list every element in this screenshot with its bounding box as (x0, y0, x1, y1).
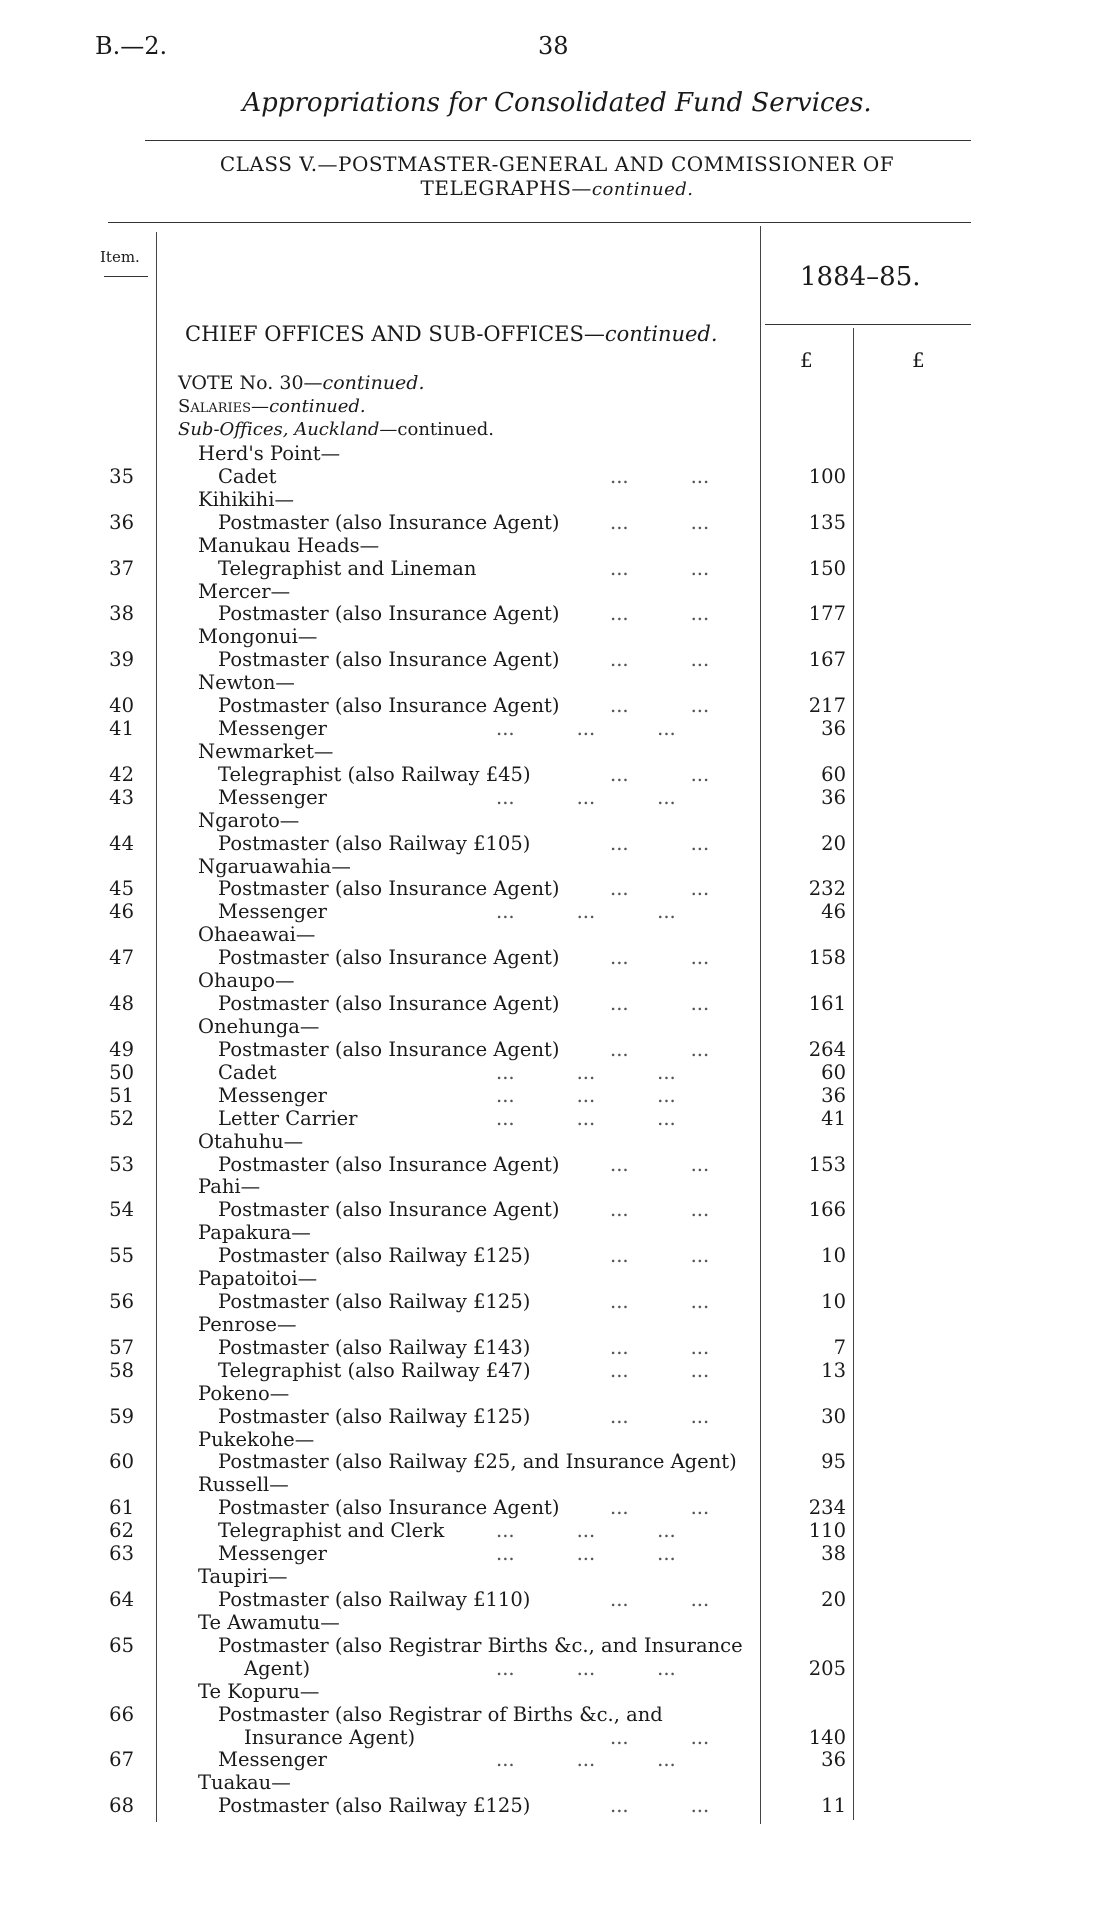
item-number: 60 (109, 1450, 134, 1474)
position-description: Messenger (218, 1083, 327, 1107)
table-row (0, 465, 1114, 489)
item-number: 49 (109, 1037, 134, 1061)
amount-value: 11 (821, 1794, 846, 1818)
amount-value: 41 (821, 1106, 846, 1130)
item-number: 50 (109, 1060, 134, 1084)
amount-value: 20 (821, 1588, 846, 1611)
leader-dots: ... ... (610, 1335, 710, 1359)
place-heading-row (0, 969, 1114, 993)
suboffices-heading: Sub-Offices, Auckland—continued. (178, 419, 494, 440)
item-number: 43 (109, 785, 134, 809)
leader-dots: ... ... (610, 1244, 710, 1268)
place-heading-row (0, 1611, 1114, 1635)
item-number: 57 (109, 1335, 134, 1359)
position-description: Agent) (244, 1656, 311, 1680)
section-title: CHIEF OFFICES AND SUB-OFFICES—continued. (185, 322, 718, 346)
amount-value: 177 (808, 602, 846, 626)
page-title: Appropriations for Consolidated Fund Services. (242, 88, 872, 118)
currency-symbol-1: £ (800, 348, 813, 372)
leader-dots: ... ... ... (496, 785, 676, 809)
position-description: Postmaster (also Insurance Agent) (218, 510, 560, 534)
place-heading-row (0, 534, 1114, 558)
place-name: Te Kopuru— (198, 1679, 320, 1703)
place-name: Pahi— (198, 1175, 261, 1199)
item-number: 53 (109, 1152, 134, 1176)
table-row (0, 992, 1114, 1016)
leader-dots: ... ... (610, 510, 710, 534)
table-row (0, 511, 1114, 535)
item-number: 41 (109, 717, 134, 741)
class-heading-line1: CLASS V.—POSTMASTER-GENERAL AND COMMISSIONER OF (219, 152, 895, 176)
position-description: Postmaster (also Insurance Agent) (218, 694, 560, 718)
table-row (0, 1634, 1114, 1658)
position-description: Postmaster (also Railway £125) (218, 1794, 531, 1818)
leader-dots: ... ... (610, 992, 710, 1016)
position-description: Postmaster (also Insurance Agent) (218, 877, 560, 901)
leader-dots: ... ... ... (496, 717, 676, 741)
amount-value: 30 (821, 1404, 846, 1428)
amount-value: 7 (833, 1335, 846, 1359)
place-heading-row (0, 1313, 1114, 1337)
leader-dots: ... ... (610, 1496, 710, 1520)
amount-value: 167 (808, 648, 846, 672)
place-name: Taupiri— (198, 1565, 288, 1589)
item-number: 63 (109, 1542, 134, 1566)
position-description: Telegraphist (also Railway £45) (218, 762, 531, 786)
amount-value: 36 (821, 717, 846, 741)
item-number: 45 (109, 877, 134, 901)
amount-value: 10 (821, 1244, 846, 1268)
leader-dots: ... ... ... (496, 1519, 676, 1543)
position-description: Messenger (218, 717, 327, 741)
amount-value: 232 (808, 877, 846, 901)
amount-value: 38 (821, 1542, 846, 1566)
item-number: 64 (109, 1588, 134, 1611)
amount-value: 264 (808, 1037, 846, 1061)
position-description: Postmaster (also Insurance Agent) (218, 648, 560, 672)
place-heading-row (0, 1473, 1114, 1497)
leader-dots: ... ... ... (496, 1106, 676, 1130)
table-row (0, 946, 1114, 970)
place-heading-row (0, 488, 1114, 512)
table-row (0, 1405, 1114, 1429)
position-description: Postmaster (also Insurance Agent) (218, 1496, 560, 1520)
amount-value: 100 (808, 464, 846, 488)
item-number: 38 (109, 602, 134, 626)
item-number: 46 (109, 900, 134, 924)
leader-dots: ... ... (610, 1152, 710, 1176)
place-name: Ohaupo— (198, 969, 295, 993)
position-description: Postmaster (also Insurance Agent) (218, 602, 560, 626)
position-description: Postmaster (also Railway £110) (218, 1588, 531, 1611)
place-name: Papatoitoi— (198, 1267, 318, 1291)
leader-dots: ... ... (610, 831, 710, 855)
table-row (0, 877, 1114, 901)
table-row (0, 602, 1114, 626)
amount-value: 60 (821, 1060, 846, 1084)
place-name: Ngaruawahia— (198, 854, 351, 878)
place-name: Newmarket— (198, 739, 334, 763)
table-row (0, 648, 1114, 672)
place-name: Mongonui— (198, 625, 318, 649)
item-number: 54 (109, 1198, 134, 1222)
table-row (0, 694, 1114, 718)
amount-value: 46 (821, 900, 846, 924)
item-number: 68 (109, 1794, 134, 1818)
table-row (0, 1657, 1114, 1681)
position-description: Postmaster (also Registrar of Births &c., and (218, 1702, 663, 1726)
leader-dots: ... ... ... (496, 900, 676, 924)
item-number: 42 (109, 762, 134, 786)
leader-dots: ... ... ... (496, 1542, 676, 1566)
leader-dots: ... ... (610, 877, 710, 901)
position-description: Postmaster (also Insurance Agent) (218, 1037, 560, 1061)
place-name: Kihikihi— (198, 487, 294, 511)
table-row (0, 900, 1114, 924)
table-row (0, 557, 1114, 581)
position-description: Postmaster (also Insurance Agent) (218, 946, 560, 970)
place-name: Ngaroto— (198, 808, 300, 832)
position-description: Postmaster (also Railway £125) (218, 1404, 531, 1428)
place-heading-row (0, 1221, 1114, 1245)
amount-value: 36 (821, 785, 846, 809)
place-heading-row (0, 625, 1114, 649)
table-row (0, 1244, 1114, 1268)
position-description: Postmaster (also Railway £25, and Insurance Agent) (218, 1450, 737, 1474)
item-number: 37 (109, 556, 134, 580)
place-heading-row (0, 671, 1114, 695)
class-heading-line2: TELEGRAPHS—continued. (420, 176, 694, 200)
table-row (0, 832, 1114, 856)
year-underline (765, 324, 971, 325)
leader-dots: ... ... ... (496, 1748, 676, 1772)
table-row (0, 1336, 1114, 1360)
amount-value: 60 (821, 762, 846, 786)
item-number: 52 (109, 1106, 134, 1130)
amount-value: 135 (808, 510, 846, 534)
salaries-heading: Salaries—continued. (178, 396, 366, 417)
leader-dots: ... ... (610, 464, 710, 488)
item-number: 58 (109, 1358, 134, 1382)
item-number: 66 (109, 1702, 134, 1726)
position-description: Postmaster (also Railway £105) (218, 831, 531, 855)
leader-dots: ... ... (610, 648, 710, 672)
place-heading-row (0, 740, 1114, 764)
leader-dots: ... ... (610, 1725, 710, 1749)
place-name: Otahuhu— (198, 1129, 304, 1153)
amount-value: 10 (821, 1290, 846, 1314)
amount-value: 153 (808, 1152, 846, 1176)
table-row (0, 1084, 1114, 1108)
table-row (0, 1038, 1114, 1062)
currency-symbol-2: £ (912, 348, 925, 372)
table-row (0, 1450, 1114, 1474)
table-row (0, 1290, 1114, 1314)
place-heading-row (0, 1771, 1114, 1795)
place-heading-row (0, 1428, 1114, 1452)
amount-value: 140 (808, 1725, 846, 1749)
place-name: Penrose— (198, 1312, 297, 1336)
amount-value: 150 (808, 556, 846, 580)
item-number: 62 (109, 1519, 134, 1543)
place-name: Pukekohe— (198, 1427, 315, 1451)
place-name: Papakura— (198, 1221, 311, 1245)
leader-dots: ... ... (610, 1404, 710, 1428)
item-number: 56 (109, 1290, 134, 1314)
leader-dots: ... ... (610, 1037, 710, 1061)
position-description: Cadet (218, 1060, 277, 1084)
place-name: Russell— (198, 1473, 289, 1497)
amount-value: 161 (808, 992, 846, 1016)
position-description: Messenger (218, 1748, 327, 1772)
document-reference: B.—2. (95, 32, 168, 60)
leader-dots: ... ... (610, 1290, 710, 1314)
year-column-header: 1884–85. (800, 262, 921, 292)
place-heading-row (0, 1565, 1114, 1589)
leader-dots: ... ... (610, 556, 710, 580)
place-heading-row (0, 809, 1114, 833)
page-number: 38 (538, 32, 569, 60)
item-number: 39 (109, 648, 134, 672)
item-number: 40 (109, 694, 134, 718)
position-description: Messenger (218, 1542, 327, 1566)
amount-value: 36 (821, 1748, 846, 1772)
leader-dots: ... ... ... (496, 1083, 676, 1107)
table-row (0, 763, 1114, 787)
place-heading-row (0, 855, 1114, 879)
position-description: Postmaster (also Insurance Agent) (218, 1152, 560, 1176)
item-number: 36 (109, 510, 134, 534)
table-row (0, 1061, 1114, 1085)
item-number: 67 (109, 1748, 134, 1772)
item-number: 48 (109, 992, 134, 1016)
place-heading-row (0, 442, 1114, 466)
place-name: Mercer— (198, 579, 291, 603)
table-row (0, 1748, 1114, 1772)
item-number: 35 (109, 464, 134, 488)
place-heading-row (0, 1015, 1114, 1039)
leader-dots: ... ... (610, 694, 710, 718)
table-row (0, 1519, 1114, 1543)
table-row (0, 1153, 1114, 1177)
amount-value: 110 (808, 1519, 846, 1543)
amount-value: 166 (808, 1198, 846, 1222)
position-description: Postmaster (also Railway £125) (218, 1290, 531, 1314)
place-name: Manukau Heads— (198, 533, 380, 557)
table-row (0, 1107, 1114, 1131)
place-name: Te Awamutu— (198, 1610, 340, 1634)
position-description: Cadet (218, 464, 277, 488)
table-row (0, 786, 1114, 810)
item-number: 65 (109, 1633, 134, 1657)
item-number: 47 (109, 946, 134, 970)
table-row (0, 1703, 1114, 1727)
leader-dots: ... ... ... (496, 1060, 676, 1084)
table-top-rule (108, 222, 971, 223)
position-description: Postmaster (also Railway £125) (218, 1244, 531, 1268)
amount-value: 158 (808, 946, 846, 970)
item-number: 51 (109, 1083, 134, 1107)
vote-heading: VOTE No. 30—continued. (178, 372, 425, 394)
item-number: 61 (109, 1496, 134, 1520)
amount-value: 13 (821, 1358, 846, 1382)
position-description: Messenger (218, 785, 327, 809)
leader-dots: ... ... ... (496, 1656, 676, 1680)
amount-value: 36 (821, 1083, 846, 1107)
amount-value: 217 (808, 694, 846, 718)
position-description: Postmaster (also Insurance Agent) (218, 992, 560, 1016)
table-row (0, 1359, 1114, 1383)
place-name: Newton— (198, 671, 295, 695)
table-row (0, 1726, 1114, 1750)
place-name: Ohaeawai— (198, 923, 316, 947)
amount-value: 95 (821, 1450, 846, 1474)
table-row (0, 717, 1114, 741)
place-name: Onehunga— (198, 1015, 320, 1038)
table-row (0, 1496, 1114, 1520)
table-row (0, 1542, 1114, 1566)
place-heading-row (0, 1267, 1114, 1291)
place-heading-row (0, 580, 1114, 604)
leader-dots: ... ... (610, 762, 710, 786)
position-description: Telegraphist (also Railway £47) (218, 1358, 531, 1382)
position-description: Insurance Agent) (244, 1725, 416, 1749)
leader-dots: ... ... (610, 1794, 710, 1818)
item-column-header: Item. (100, 248, 140, 266)
item-header-underline (104, 276, 148, 277)
leader-dots: ... ... (610, 946, 710, 970)
position-description: Telegraphist and Clerk (218, 1519, 445, 1543)
title-rule (145, 140, 971, 141)
position-description: Messenger (218, 900, 327, 924)
table-row (0, 1794, 1114, 1818)
position-description: Letter Carrier (218, 1106, 358, 1130)
position-description: Postmaster (also Registrar Births &c., and Insurance (218, 1633, 743, 1657)
amount-value: 20 (821, 831, 846, 855)
amount-value: 234 (808, 1496, 846, 1520)
position-description: Postmaster (also Insurance Agent) (218, 1198, 560, 1222)
leader-dots: ... ... (610, 1358, 710, 1382)
place-heading-row (0, 923, 1114, 947)
place-heading-row (0, 1130, 1114, 1154)
place-name: Pokeno— (198, 1381, 290, 1405)
table-row (0, 1198, 1114, 1222)
leader-dots: ... ... (610, 1588, 710, 1611)
place-heading-row (0, 1680, 1114, 1704)
position-description: Telegraphist and Lineman (218, 556, 477, 580)
place-name: Tuakau— (198, 1771, 291, 1795)
item-number: 55 (109, 1244, 134, 1268)
leader-dots: ... ... (610, 602, 710, 626)
item-number: 59 (109, 1404, 134, 1428)
place-heading-row (0, 1175, 1114, 1199)
leader-dots: ... ... (610, 1198, 710, 1222)
place-name: Herd's Point— (198, 442, 341, 465)
position-description: Postmaster (also Railway £143) (218, 1335, 531, 1359)
table-row (0, 1588, 1114, 1612)
place-heading-row (0, 1382, 1114, 1406)
item-number: 44 (109, 831, 134, 855)
amount-value: 205 (808, 1656, 846, 1680)
